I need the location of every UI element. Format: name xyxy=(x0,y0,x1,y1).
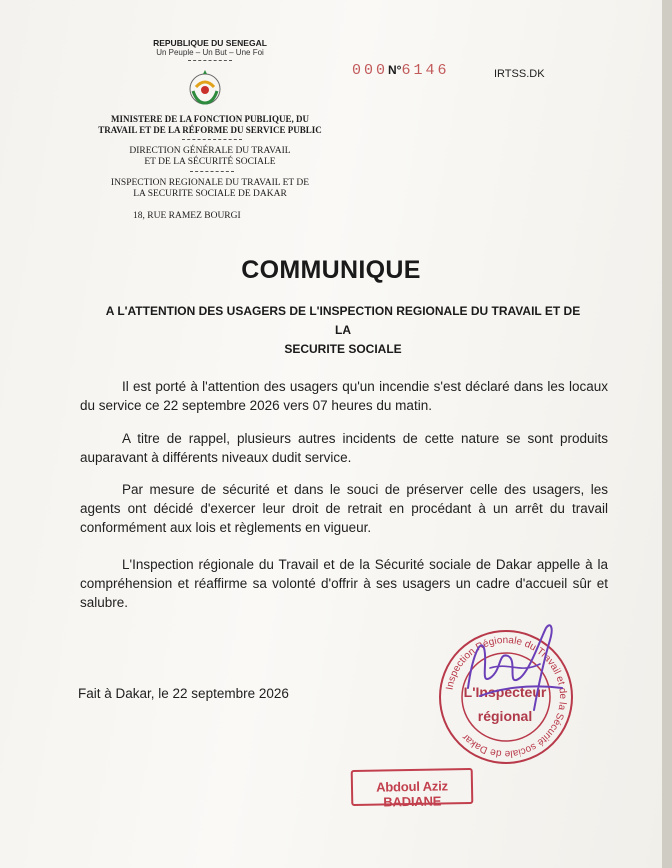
body-paragraph-1: Il est porté à l'attention des usagers qu'un incendie s'est déclaré dans les locaux du service ce 22 septembre 2026 vers 07 heures du matin. xyxy=(80,379,608,413)
signatory-name: Abdoul Aziz BADIANE xyxy=(376,778,448,810)
subtitle-line-1: A L'ATTENTION DES USAGERS DE L'INSPECTION REGIONALE DU TRAVAIL ET DE LA xyxy=(105,304,581,337)
body-paragraph-2: A titre de rappel, plusieurs autres incidents de cette nature se sont produits auparavant à différents niveaux dudit service. xyxy=(80,431,608,465)
reference-code: IRTSS.DK xyxy=(494,68,545,80)
place-and-date: Fait à Dakar, le 22 septembre 2026 xyxy=(78,686,289,701)
inspection-heading xyxy=(70,178,350,200)
body-paragraph-4: L'Inspection régionale du Travail et de la Sécurité sociale de Dakar appelle à la compréhension et réaffirme sa volonté d'offrir à ses usagers un cadre d'accueil sûr et salubre. xyxy=(80,557,608,610)
page-edge xyxy=(662,0,672,868)
ministry-heading xyxy=(80,114,340,136)
republic-heading: REPUBLIQUE DU SENEGAL xyxy=(153,38,267,48)
seal-title-line-1: L'Inspecteur xyxy=(463,684,547,700)
number-sign: N° xyxy=(388,63,402,77)
ministry-line-1: MINISTERE DE LA FONCTION PUBLIQUE, DU xyxy=(110,114,310,124)
signatory-name-stamp xyxy=(351,768,474,810)
office-address: 18, RUE RAMEZ BOURGI xyxy=(133,211,241,221)
reference-number-prefix: 000 xyxy=(352,62,389,79)
handwritten-signature xyxy=(450,618,580,728)
direction-heading xyxy=(80,146,340,167)
divider xyxy=(182,139,242,140)
divider xyxy=(190,171,234,172)
seal-ring-text: Inspection Régionale du Travail et de la Sécurité sociale de Dakar xyxy=(444,634,569,760)
national-motto: Un Peuple – Un But – Une Foi xyxy=(156,48,264,57)
divider xyxy=(188,60,232,61)
direction-line-2: ET DE LA SÉCURITÉ SOCIALE xyxy=(144,156,276,167)
reference-number-suffix: 6146 xyxy=(401,62,450,79)
subtitle-line-2: SECURITE SOCIALE xyxy=(284,342,402,356)
document-subtitle xyxy=(100,302,586,359)
direction-line-1: DIRECTION GÉNÉRALE DU TRAVAIL xyxy=(129,146,291,156)
inspection-line-2: LA SECURITE SOCIALE DE DAKAR xyxy=(133,189,287,199)
senegal-emblem-icon xyxy=(187,69,223,107)
inspection-line-1: INSPECTION REGIONALE DU TRAVAIL ET DE xyxy=(110,178,310,188)
body-paragraph-3: Par mesure de sécurité et dans le souci de préserver celle des usagers, les agents ont décidé d'exercer leur droit de retrait en procédant à un arrêt du travail conformément aux lois et règlements en vigueur. xyxy=(80,482,608,535)
document-title: COMMUNIQUE xyxy=(241,256,421,284)
reference-number xyxy=(352,62,450,79)
seal-title-line-2: régional xyxy=(477,708,533,724)
ministry-line-2: TRAVAIL ET DE LA RÉFORME DU SERVICE PUBLIC xyxy=(98,125,322,135)
